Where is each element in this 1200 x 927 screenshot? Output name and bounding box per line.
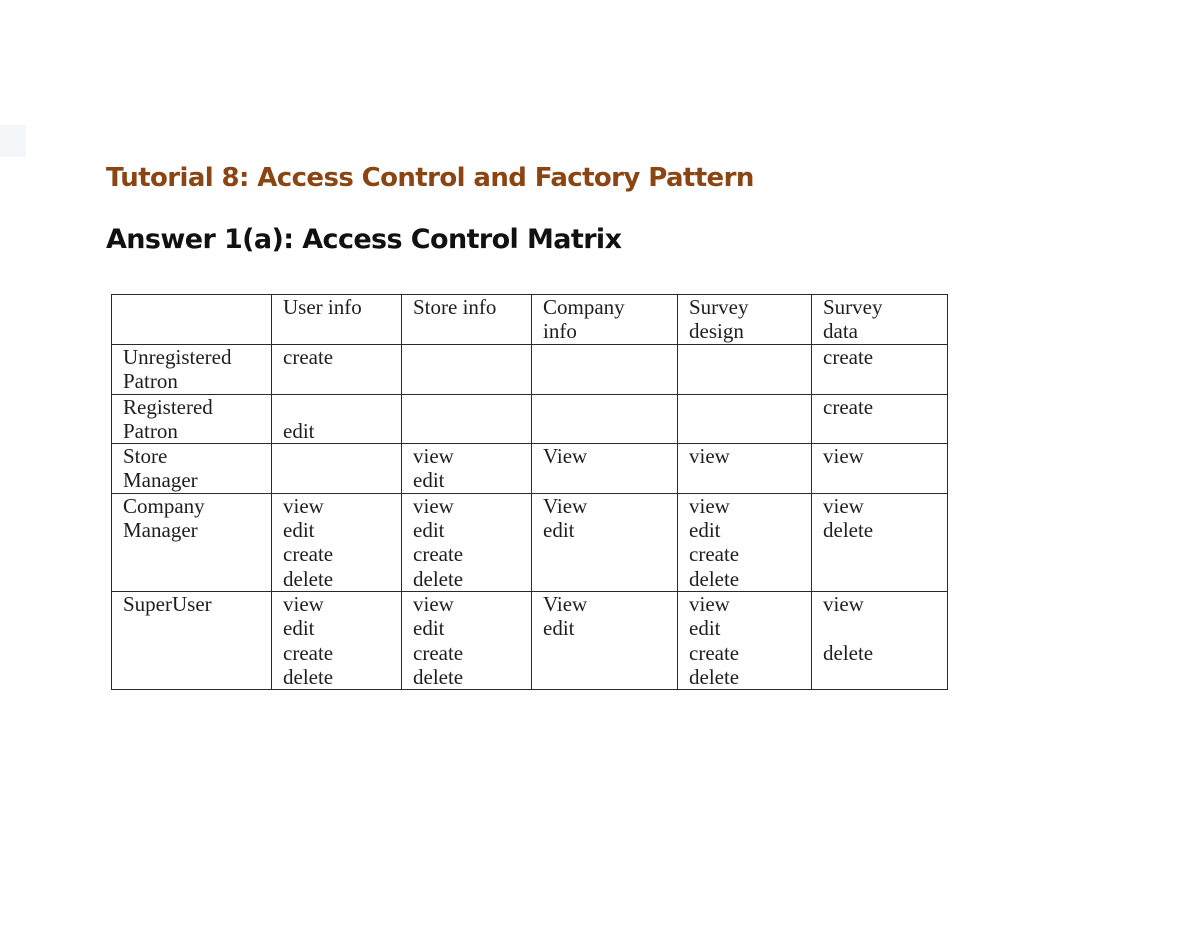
matrix-cell: view edit create delete — [272, 493, 402, 591]
matrix-cell: view edit — [402, 444, 532, 494]
matrix-cell: view — [678, 444, 812, 494]
column-header-user-info: User info — [272, 295, 402, 345]
matrix-cell: View edit — [532, 493, 678, 591]
matrix-cell — [678, 345, 812, 395]
column-header-store-info: Store info — [402, 295, 532, 345]
matrix-cell: view edit create delete — [272, 591, 402, 689]
matrix-row-superuser — [112, 591, 948, 689]
matrix-cell: create — [272, 345, 402, 395]
matrix-cell: View edit — [532, 591, 678, 689]
row-header-role: Registered Patron — [112, 394, 272, 444]
row-header-role: SuperUser — [112, 591, 272, 689]
row-header-role: Unregistered Patron — [112, 345, 272, 395]
matrix-cell: view delete — [812, 591, 948, 689]
matrix-cell — [532, 345, 678, 395]
page-subtitle: Answer 1(a): Access Control Matrix — [106, 224, 622, 255]
matrix-cell: view edit create delete — [678, 591, 812, 689]
column-header-survey-data: Survey data — [812, 295, 948, 345]
row-header-role: Store Manager — [112, 444, 272, 494]
side-marker — [0, 125, 26, 157]
matrix-cell: create — [812, 345, 948, 395]
row-header-role: Company Manager — [112, 493, 272, 591]
matrix-cell: create — [812, 394, 948, 444]
matrix-cell: view edit create delete — [402, 493, 532, 591]
matrix-corner-cell — [112, 295, 272, 345]
matrix-cell: view — [812, 444, 948, 494]
matrix-cell — [402, 345, 532, 395]
matrix-cell — [272, 444, 402, 494]
matrix-cell: view edit create delete — [402, 591, 532, 689]
matrix-cell — [532, 394, 678, 444]
matrix-row-store-manager — [112, 444, 948, 494]
matrix-cell: edit — [272, 394, 402, 444]
matrix-cell — [678, 394, 812, 444]
matrix-cell: view delete — [812, 493, 948, 591]
matrix-header-row — [112, 295, 948, 345]
matrix-row-registered-patron — [112, 394, 948, 444]
access-control-matrix — [111, 294, 948, 690]
matrix-cell: View — [532, 444, 678, 494]
matrix-cell: view edit create delete — [678, 493, 812, 591]
column-header-survey-design: Survey design — [678, 295, 812, 345]
page-title: Tutorial 8: Access Control and Factory Pattern — [106, 163, 754, 193]
matrix-row-company-manager — [112, 493, 948, 591]
column-header-company-info: Company info — [532, 295, 678, 345]
matrix-row-unregistered-patron — [112, 345, 948, 395]
matrix-cell — [402, 394, 532, 444]
